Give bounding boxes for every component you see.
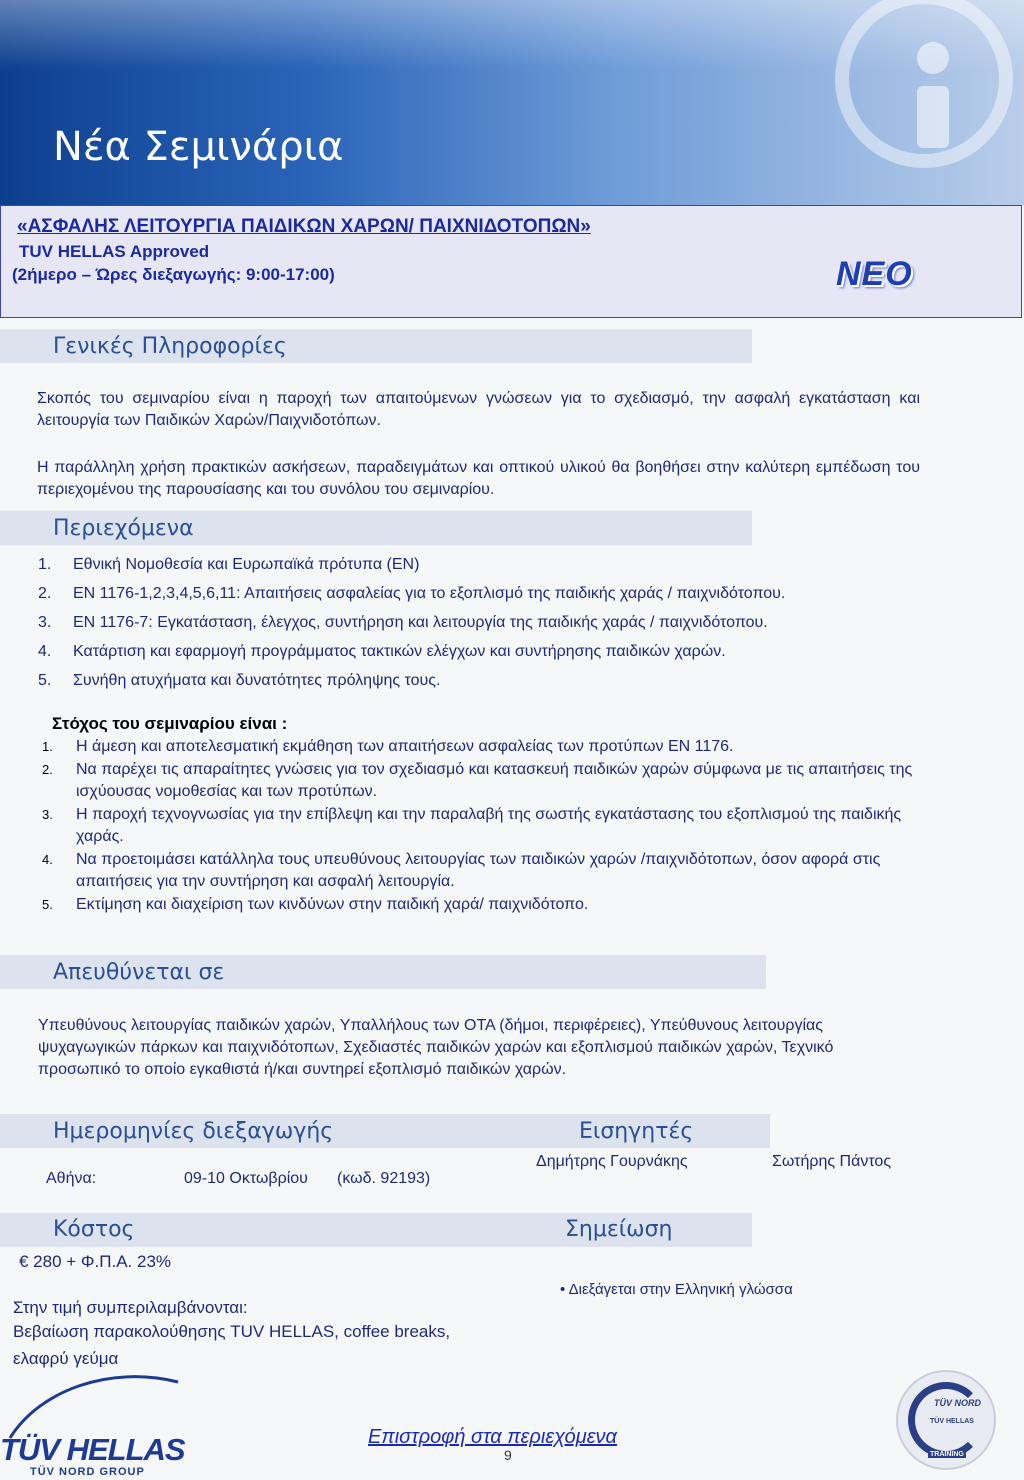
new-badge: ΝΕΟ (836, 255, 913, 293)
section-heading-cost: Κόστος (53, 1217, 135, 1242)
general-paragraph-2: Η παράλληλη χρήση πρακτικών ασκήσεων, παραδειγμάτων και οπτικού υλικού θα βοηθήσει στην καλύτερη εμπέδωση του περιεχομένου της παρουσίασης και του συνόλου του σεμιναρίου. (37, 459, 920, 498)
dates-code: (κωδ. 92193) (337, 1170, 431, 1187)
seminar-title: «ΑΣΦΑΛΗΣ ΛΕΙΤΟΥΡΓΙΑ ΠΑΙΔΙΚΩΝ ΧΑΡΩΝ/ ΠΑΙΧΝΙΔΟΤΟΠΩΝ» (17, 216, 591, 237)
speaker-name: Δημήτρης Γουρνάκης (536, 1153, 688, 1170)
section-heading-speakers: Εισηγητές (579, 1119, 694, 1144)
cost-includes-line1: Βεβαίωση παρακολούθησης TUV HELLAS, coffee breaks, (13, 1322, 451, 1341)
list-item-text: Να προετοιμάσει κατάλληλα τους υπευθύνους λειτουργίας των παιδικών χαρών /παιχνιδότοπων, όσον αφορά στις απαιτήσεις για την συντήρηση και ασφαλή λειτουργία. (76, 850, 881, 890)
tuv-hellas-logo-name: TÜV HELLAS (0, 1432, 185, 1467)
section-heading-note: Σημείωση (565, 1217, 673, 1242)
list-item-number: 2. (42, 761, 53, 777)
list-item (38, 585, 938, 614)
back-to-contents-link[interactable]: Επιστροφή στα περιεχόμενα (368, 1426, 617, 1448)
cost-price: € 280 + Φ.Π.Α. 23% (19, 1252, 172, 1271)
list-item-number: 3. (38, 614, 52, 631)
list-item-text: Η άμεση και αποτελεσματική εκμάθηση των απαιτήσεων ασφαλείας των προτύπων ΕΝ 1176. (76, 738, 734, 755)
general-paragraph-1: Σκοπός του σεμιναρίου είναι η παροχή των απαιτούμενων γνώσεων για το σχεδιασμό, την ασφαλή εγκατάσταση και λειτουργία των Παιδικών Χαρών/Παιχνιδοτόπων. (37, 390, 920, 429)
goal-heading: Στόχος του σεμιναρίου είναι : (52, 714, 288, 733)
dates-city: Αθήνα: (46, 1170, 97, 1187)
info-icon-dot (917, 42, 949, 74)
goals-list (42, 736, 932, 916)
dates-date: 09-10 Οκτωβρίου (184, 1170, 308, 1187)
list-item-text: Η παροχή τεχνογνωσίας για την επίβλεψη και την παραλαβή της σωστής εγκατάστασης του εξοπλισμού της παιδικής χαράς. (76, 805, 902, 845)
list-item-text: Κατάρτιση και εφαρμογή προγράμματος τακτικών ελέγχων και συντήρησης παιδικών χαρών. (73, 643, 726, 660)
note-text: • Διεξάγεται στην Ελληνική γλώσσα (560, 1281, 793, 1298)
section-heading-general: Γενικές Πληροφορίες (53, 334, 287, 359)
tuv-hellas-logo-group: TÜV NORD GROUP (30, 1466, 145, 1478)
list-item-text: Να παρέχει τις απαραίτητες γνώσεις για τον σχεδιασμό και κατασκευή παιδικών χαρών σύμφωνα με τις απαιτήσεις της ισχύουσας νομοθεσίας και των προτύπων. (76, 760, 913, 800)
list-item (42, 894, 932, 917)
list-item-text: ΕΝ 1176-7: Εγκατάσταση, έλεγχος, συντήρηση και λειτουργία της παιδικής χαράς / παιχνιδότοπου. (73, 614, 768, 631)
seminar-duration: (2ήμερο – Ώρες διεξαγωγής: 9:00-17:00) (12, 265, 335, 284)
list-item (42, 804, 932, 849)
list-item-text: Εθνική Νομοθεσία και Ευρωπαϊκά πρότυπα (ΕΝ) (73, 556, 420, 573)
list-item (38, 672, 938, 701)
list-item-number: 5. (42, 896, 53, 912)
info-icon-stem (917, 86, 949, 148)
list-item (38, 614, 938, 643)
page-number: 9 (504, 1447, 512, 1463)
list-item (38, 643, 938, 672)
list-item-text: Συνήθη ατυχήματα και δυνατότητες πρόληψης τους. (73, 672, 441, 689)
list-item-number: 1. (42, 739, 53, 754)
section-heading-dates: Ημερομηνίες διεξαγωγής (53, 1119, 334, 1144)
training-logo-line1: TÜV NORD (934, 1398, 981, 1408)
list-item-number: 4. (38, 643, 52, 660)
list-item-number: 1. (38, 556, 52, 573)
list-item-number: 3. (42, 806, 53, 822)
cost-includes-line2: ελαφρύ γεύμα (13, 1349, 119, 1368)
speaker-name: Σωτήρης Πάντος (772, 1153, 892, 1170)
list-item-text: ΕΝ 1176-1,2,3,4,5,6,11: Απαιτήσεις ασφαλείας για το εξοπλισμό της παιδικής χαράς / παιχνιδότοπου. (73, 585, 786, 602)
list-item-number: 5. (38, 672, 52, 689)
list-item (42, 849, 932, 894)
list-item-text: Εκτίμηση και διαχείριση των κινδύνων στην παιδική χαρά/ παιχνιδότοπο. (76, 895, 589, 913)
list-item (42, 736, 932, 759)
section-heading-audience: Απευθύνεται σε (53, 960, 225, 985)
list-item (42, 759, 932, 804)
section-heading-contents: Περιεχόμενα (53, 516, 194, 541)
list-item (38, 556, 938, 585)
cost-includes-label: Στην τιμή συμπεριλαμβάνονται: (13, 1298, 248, 1317)
seminar-approved: TUV HELLAS Approved (19, 242, 210, 261)
training-logo-line3: TRAINING (930, 1451, 964, 1458)
training-logo-line2: TÜV HELLAS (930, 1418, 974, 1425)
list-item-number: 4. (42, 851, 53, 867)
contents-list (38, 556, 938, 701)
audience-text: Υπευθύνους λειτουργίας παιδικών χαρών, Υπαλλήλους των ΟΤΑ (δήμοι, περιφέρειες), Υπεύθυνους λειτουργίας ψυχαγωγικών πάρκων και παιχνιδότοπων, Σχεδιαστές παιδικών χαρών και εξοπλισμού παιδικών χαρών, Τεχνικό προσωπικό το οποίο εγκαθιστά ή/και συντηρεί εξοπλισμό παιδικών χαρών. (38, 1017, 834, 1078)
banner-title: Νέα Σεμινάρια (53, 124, 344, 170)
list-item-number: 2. (38, 585, 52, 602)
